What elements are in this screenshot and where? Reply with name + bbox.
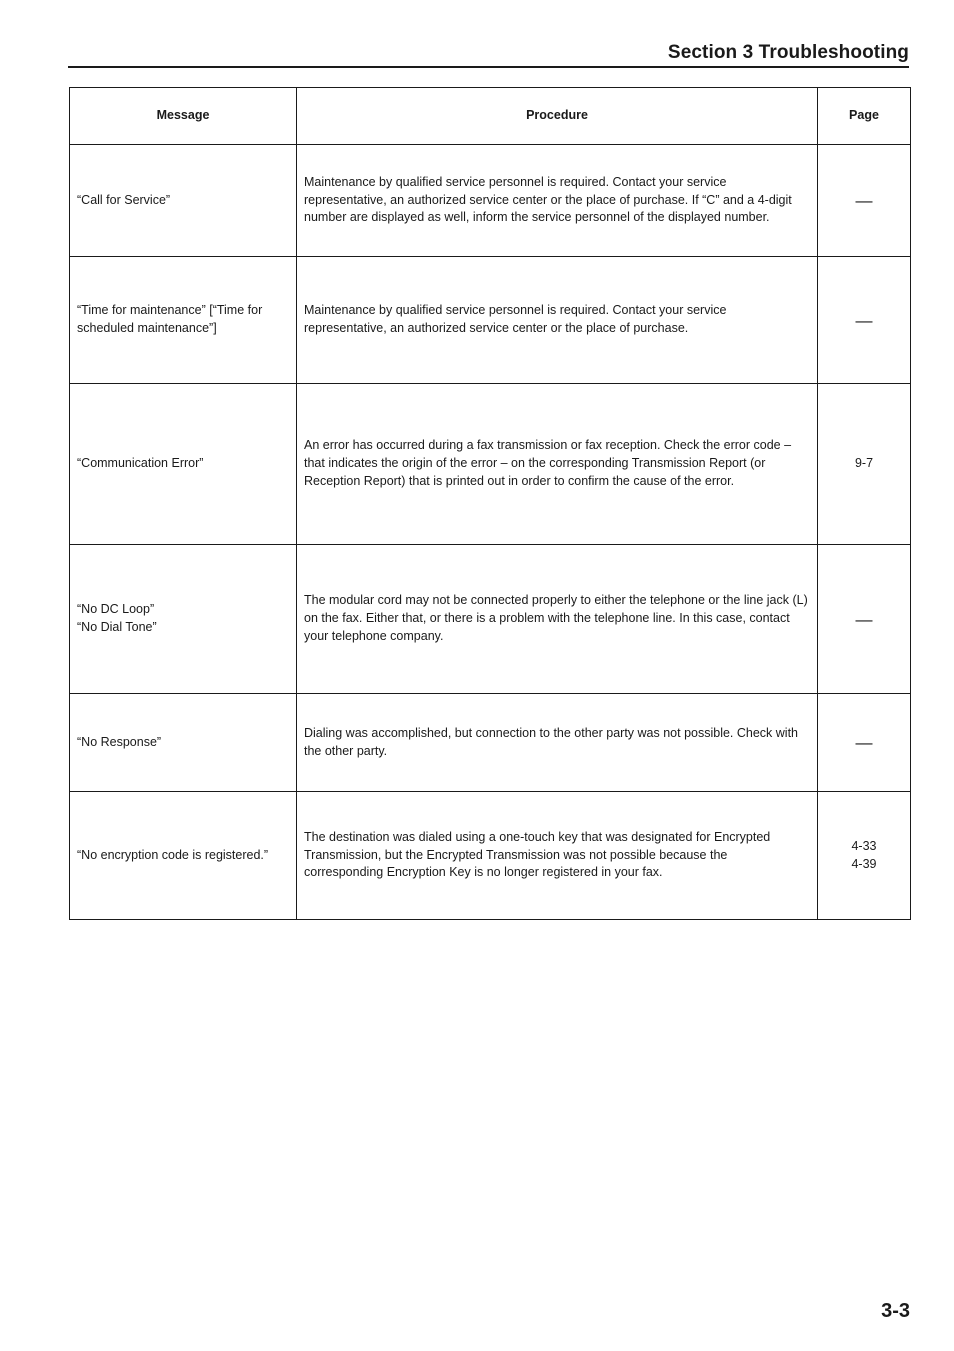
page-cell [818,257,911,384]
table-header-row [70,88,911,145]
table-row [70,792,911,920]
page-cell [818,694,911,792]
message-text: “Communication Error” [77,456,204,471]
message-text: “No Response” [77,734,162,749]
troubleshooting-table [69,87,911,920]
table-row [70,257,911,384]
procedure-cell: The destination was dialed using a one-touch key that was designated for Encrypted Transmission, but the Encrypted Transmission was not possible because the corresponding Encryption Key is no longer registered in your fax. [297,792,818,920]
page-ref: — [855,191,873,210]
page-cell [818,145,911,257]
page-cell [818,545,911,694]
message-cell [70,545,297,694]
message-cell [70,145,297,257]
section-title: Section 3 Troubleshooting [667,42,909,63]
column-header-page: Page [818,88,911,145]
procedure-cell: Dialing was accomplished, but connection to the other party was not possible. Check with the other party. [297,694,818,792]
message-cell [70,384,297,545]
page-ref: — [855,733,873,752]
page-number: 3-3 [881,1300,910,1322]
page-cell [818,792,911,920]
message-cell [70,792,297,920]
column-header-procedure: Procedure [297,88,818,145]
column-header-message: Message [70,88,297,145]
page-ref: 4-33 [851,838,877,853]
message-text: “No encryption code is registered.” [77,847,269,862]
message-cell [70,257,297,384]
page-cell [818,384,911,545]
message-cell [70,694,297,792]
header-rule [68,66,909,68]
procedure-cell: Maintenance by qualified service personnel is required. Contact your service representative, an authorized service center or the place of purchase. If “C” and a 4-digit number are displayed as well, inform the service personnel of the displayed number. [297,145,818,257]
procedure-cell: An error has occurred during a fax transmission or fax reception. Check the error code – that indicates the origin of the error – on the corresponding Transmission Report (or Reception Report) that is printed out in order to confirm the cause of the error. [297,384,818,545]
table-row [70,694,911,792]
table-row [70,545,911,694]
page-ref: — [855,310,873,330]
procedure-cell: Maintenance by qualified service personnel is required. Contact your service representative, an authorized service center or the place of purchase. [297,257,818,384]
message-text: “No DC Loop” [77,602,155,617]
page-ref: 4-39 [851,856,877,871]
table-row [70,384,911,545]
message-text: “No Dial Tone” [77,620,157,634]
procedure-cell: The modular cord may not be connected properly to either the telephone or the line jack (L) on the fax. Either that, or there is a problem with the telephone line. In this case, contact your telephone company. [297,545,818,694]
table-row [70,145,911,257]
page-ref: — [855,609,873,629]
message-text: “Time for maintenance” [“Time for scheduled maintenance”] [77,303,263,335]
page-ref: 9-7 [854,456,874,471]
message-text: “Call for Service” [77,192,171,207]
